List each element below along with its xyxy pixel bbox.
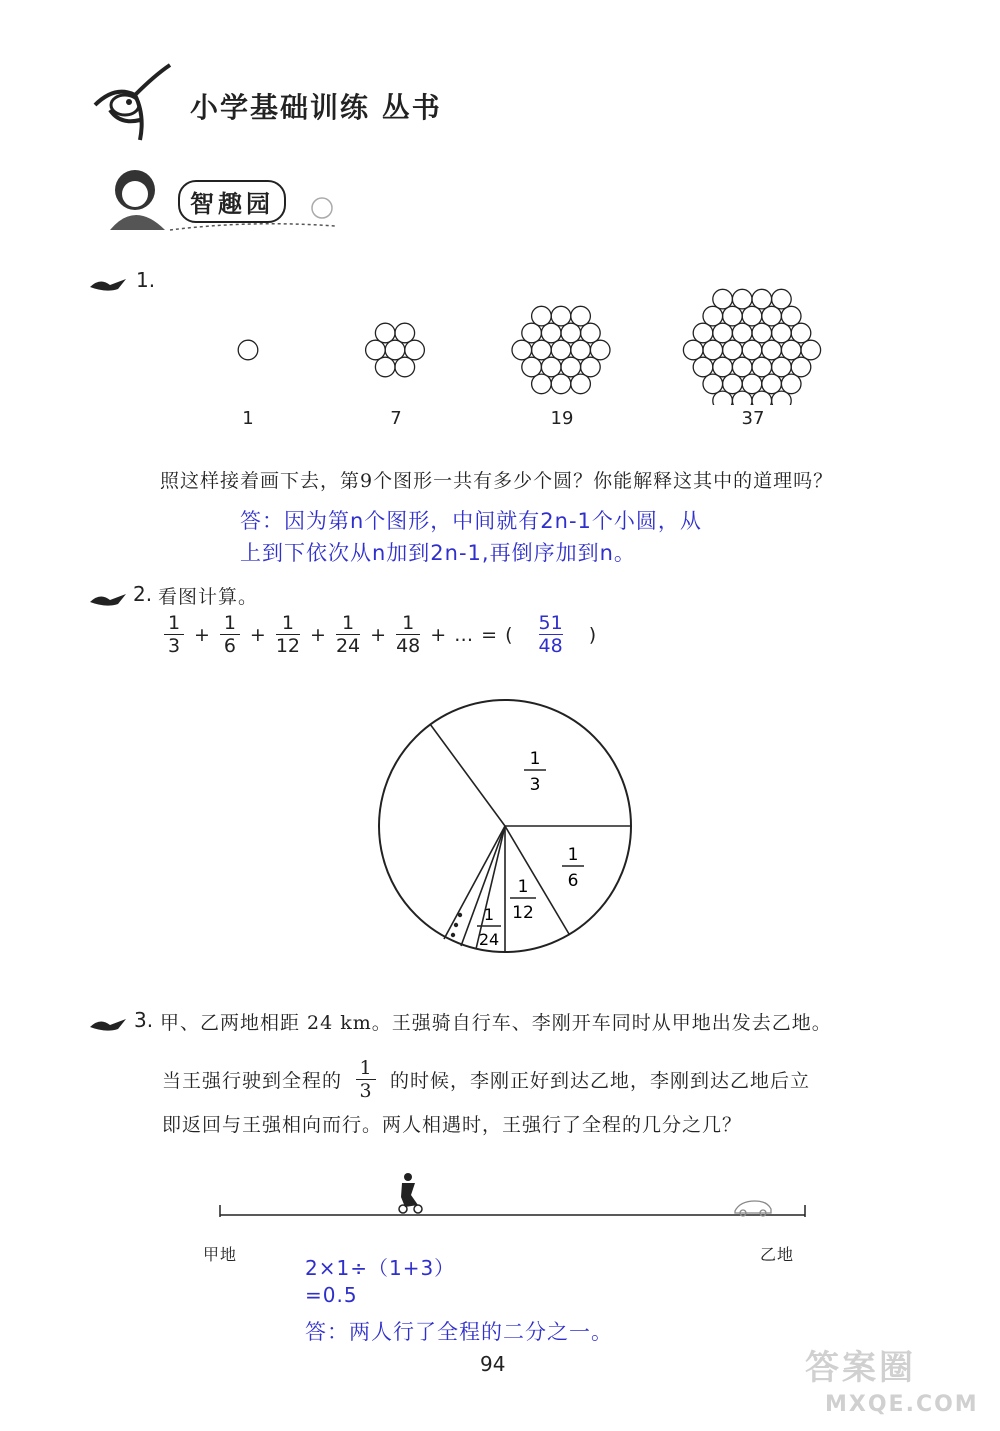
question-marker-icon — [88, 590, 128, 608]
pattern-circle — [581, 323, 601, 343]
svg-text:1: 1 — [483, 905, 495, 924]
pattern-circle — [762, 340, 782, 360]
series-term: $\frac{1}{48}$ — [396, 612, 421, 657]
pattern-circle — [781, 374, 801, 394]
q2-title: 看图计算。 — [158, 586, 259, 608]
car-icon — [735, 1201, 771, 1216]
pattern-circle — [742, 340, 762, 360]
figure-label-1: 1 — [242, 408, 254, 429]
pattern-circle — [590, 340, 610, 360]
pattern-circle — [703, 306, 723, 326]
paren-open: ( — [505, 623, 513, 646]
section-label: 智趣园 — [178, 180, 286, 223]
series-title: 小学基础训练 丛书 — [190, 91, 442, 124]
figure-label-4: 37 — [741, 408, 765, 429]
q1-answer-line1: 答：因为第n个图形，中间就有2n-1个小圆，从 — [240, 509, 702, 533]
plus-sign: + — [249, 623, 266, 646]
pattern-circle — [713, 323, 733, 343]
q3-line3: 即返回与王强相向而行。两人相遇时，王强行了全程的几分之几？ — [162, 1114, 743, 1136]
place-end-label: 乙地 — [760, 1245, 795, 1264]
pattern-circle — [571, 374, 591, 394]
pattern-circle — [762, 374, 782, 394]
pattern-circle — [772, 289, 792, 309]
pie-label-sixth — [562, 845, 584, 891]
pattern-circle — [532, 340, 552, 360]
pattern-circle — [375, 357, 395, 377]
series-term: $\frac{1}{6}$ — [220, 612, 240, 657]
pattern-circle — [752, 323, 772, 343]
question-marker-icon — [88, 275, 128, 293]
figure-label-2: 7 — [390, 408, 402, 429]
ellipsis: … — [454, 623, 474, 646]
pattern-circle — [522, 357, 542, 377]
q1-answer-line2: 上到下依次从n加到2n-1,再倒序加到n。 — [240, 541, 636, 565]
question-marker-icon — [88, 1015, 128, 1033]
pattern-circle — [395, 357, 415, 377]
pattern-circle — [532, 374, 552, 394]
watermark-logo: 答案圈 — [805, 1348, 916, 1388]
svg-text:24: 24 — [478, 930, 500, 949]
svg-text:12: 12 — [512, 903, 534, 923]
paren-close: ) — [588, 623, 597, 646]
pattern-circle — [541, 323, 561, 343]
pattern-circle — [791, 357, 811, 377]
pattern-circle — [385, 340, 405, 360]
pattern-circle — [238, 340, 258, 360]
pattern-circle — [723, 306, 743, 326]
pattern-circle — [561, 323, 581, 343]
hex-circle-pattern — [220, 285, 840, 405]
q3-number: 3. — [134, 1008, 154, 1032]
q3-work-line2: =0.5 — [305, 1283, 358, 1307]
pattern-circle — [713, 289, 733, 309]
q3-answer: 答：两人行了全程的二分之一。 — [305, 1320, 613, 1344]
series-term: $\frac{1}{12}$ — [275, 612, 301, 657]
pattern-circle — [732, 357, 752, 377]
pattern-circle — [732, 323, 752, 343]
pattern-circle — [752, 357, 772, 377]
place-start-label: 甲地 — [203, 1245, 238, 1264]
pattern-circle — [551, 374, 571, 394]
pie-sector-line — [444, 826, 505, 939]
pattern-circle — [693, 357, 713, 377]
pattern-circle — [405, 340, 425, 360]
plus-sign: + — [194, 623, 210, 646]
route-line-diagram — [215, 1165, 815, 1225]
pattern-circle — [375, 323, 395, 343]
pattern-circle — [772, 357, 792, 377]
pattern-circle — [366, 340, 386, 360]
q3-line1: 甲、乙两地相距 24 km。王强骑自行车、李刚开车同时从甲地出发去乙地。 — [160, 1012, 832, 1034]
plus-sign: + — [430, 623, 447, 646]
pattern-circle — [732, 289, 752, 309]
svg-text:1: 1 — [567, 845, 579, 865]
pie-sector-line — [430, 724, 505, 826]
pie-label-third — [524, 749, 546, 795]
pattern-circle — [541, 357, 561, 377]
pattern-circle — [395, 323, 415, 343]
pattern-circle — [683, 340, 703, 360]
pattern-circle — [512, 340, 532, 360]
pattern-circle — [781, 340, 801, 360]
q3-work-line1: 2×1÷（1+3） — [305, 1256, 456, 1280]
svg-text:3: 3 — [529, 775, 541, 795]
pattern-circle — [752, 289, 772, 309]
watermark-url: MXQE.COM — [825, 1392, 979, 1417]
plus-sign: + — [370, 623, 387, 646]
pattern-circle — [561, 357, 581, 377]
pattern-circle — [791, 323, 811, 343]
pattern-circle — [723, 374, 743, 394]
svg-text:1: 1 — [529, 749, 541, 769]
plus-sign: + — [310, 623, 326, 646]
pattern-circle — [703, 374, 723, 394]
pie-dot — [458, 913, 462, 917]
pie-sector-line — [461, 826, 505, 946]
q2-answer-fraction: $\frac{51}{48}$ — [538, 612, 563, 657]
bird-logo-icon — [85, 55, 175, 150]
equals-sign: = — [481, 623, 498, 646]
pattern-circle — [742, 306, 762, 326]
pattern-circle — [522, 323, 542, 343]
q2-series-equation — [158, 612, 600, 657]
pattern-circle — [713, 357, 733, 377]
pattern-circle — [723, 340, 743, 360]
q1-question: 照这样接着画下去，第9个图形一共有多少个圆？你能解释这其中的道理吗？ — [160, 470, 834, 492]
q2-number: 2. — [133, 582, 153, 606]
q1-number: 1. — [136, 268, 156, 292]
series-term: $\frac{1}{3}$ — [164, 612, 184, 657]
svg-text:6: 6 — [567, 871, 579, 891]
q3-line2: 当王强行驶到全程的 $\frac{1}{3}$ 的时候，李刚正好到达乙地，李刚到达乙地后立 — [162, 1057, 811, 1102]
pattern-circle — [532, 306, 552, 326]
pattern-circle — [772, 323, 792, 343]
pie-dot — [451, 933, 455, 937]
pattern-circle — [551, 340, 571, 360]
pattern-circle — [581, 357, 601, 377]
pattern-circle — [571, 340, 591, 360]
pie-diagram — [360, 690, 650, 980]
cyclist-icon — [399, 1173, 422, 1213]
pattern-circle — [693, 323, 713, 343]
pattern-circle — [762, 306, 782, 326]
svg-text:1: 1 — [517, 877, 529, 897]
pie-dot — [454, 923, 458, 927]
pattern-circle — [801, 340, 821, 360]
pattern-circle — [781, 306, 801, 326]
page-number: 94 — [480, 1352, 506, 1376]
pattern-circle — [703, 340, 723, 360]
pie-label-twelfth — [510, 877, 536, 923]
pattern-circle — [551, 306, 571, 326]
pattern-circle — [742, 374, 762, 394]
pattern-circle — [571, 306, 591, 326]
series-term: $\frac{1}{24}$ — [335, 612, 361, 657]
figure-label-3: 19 — [550, 408, 574, 429]
